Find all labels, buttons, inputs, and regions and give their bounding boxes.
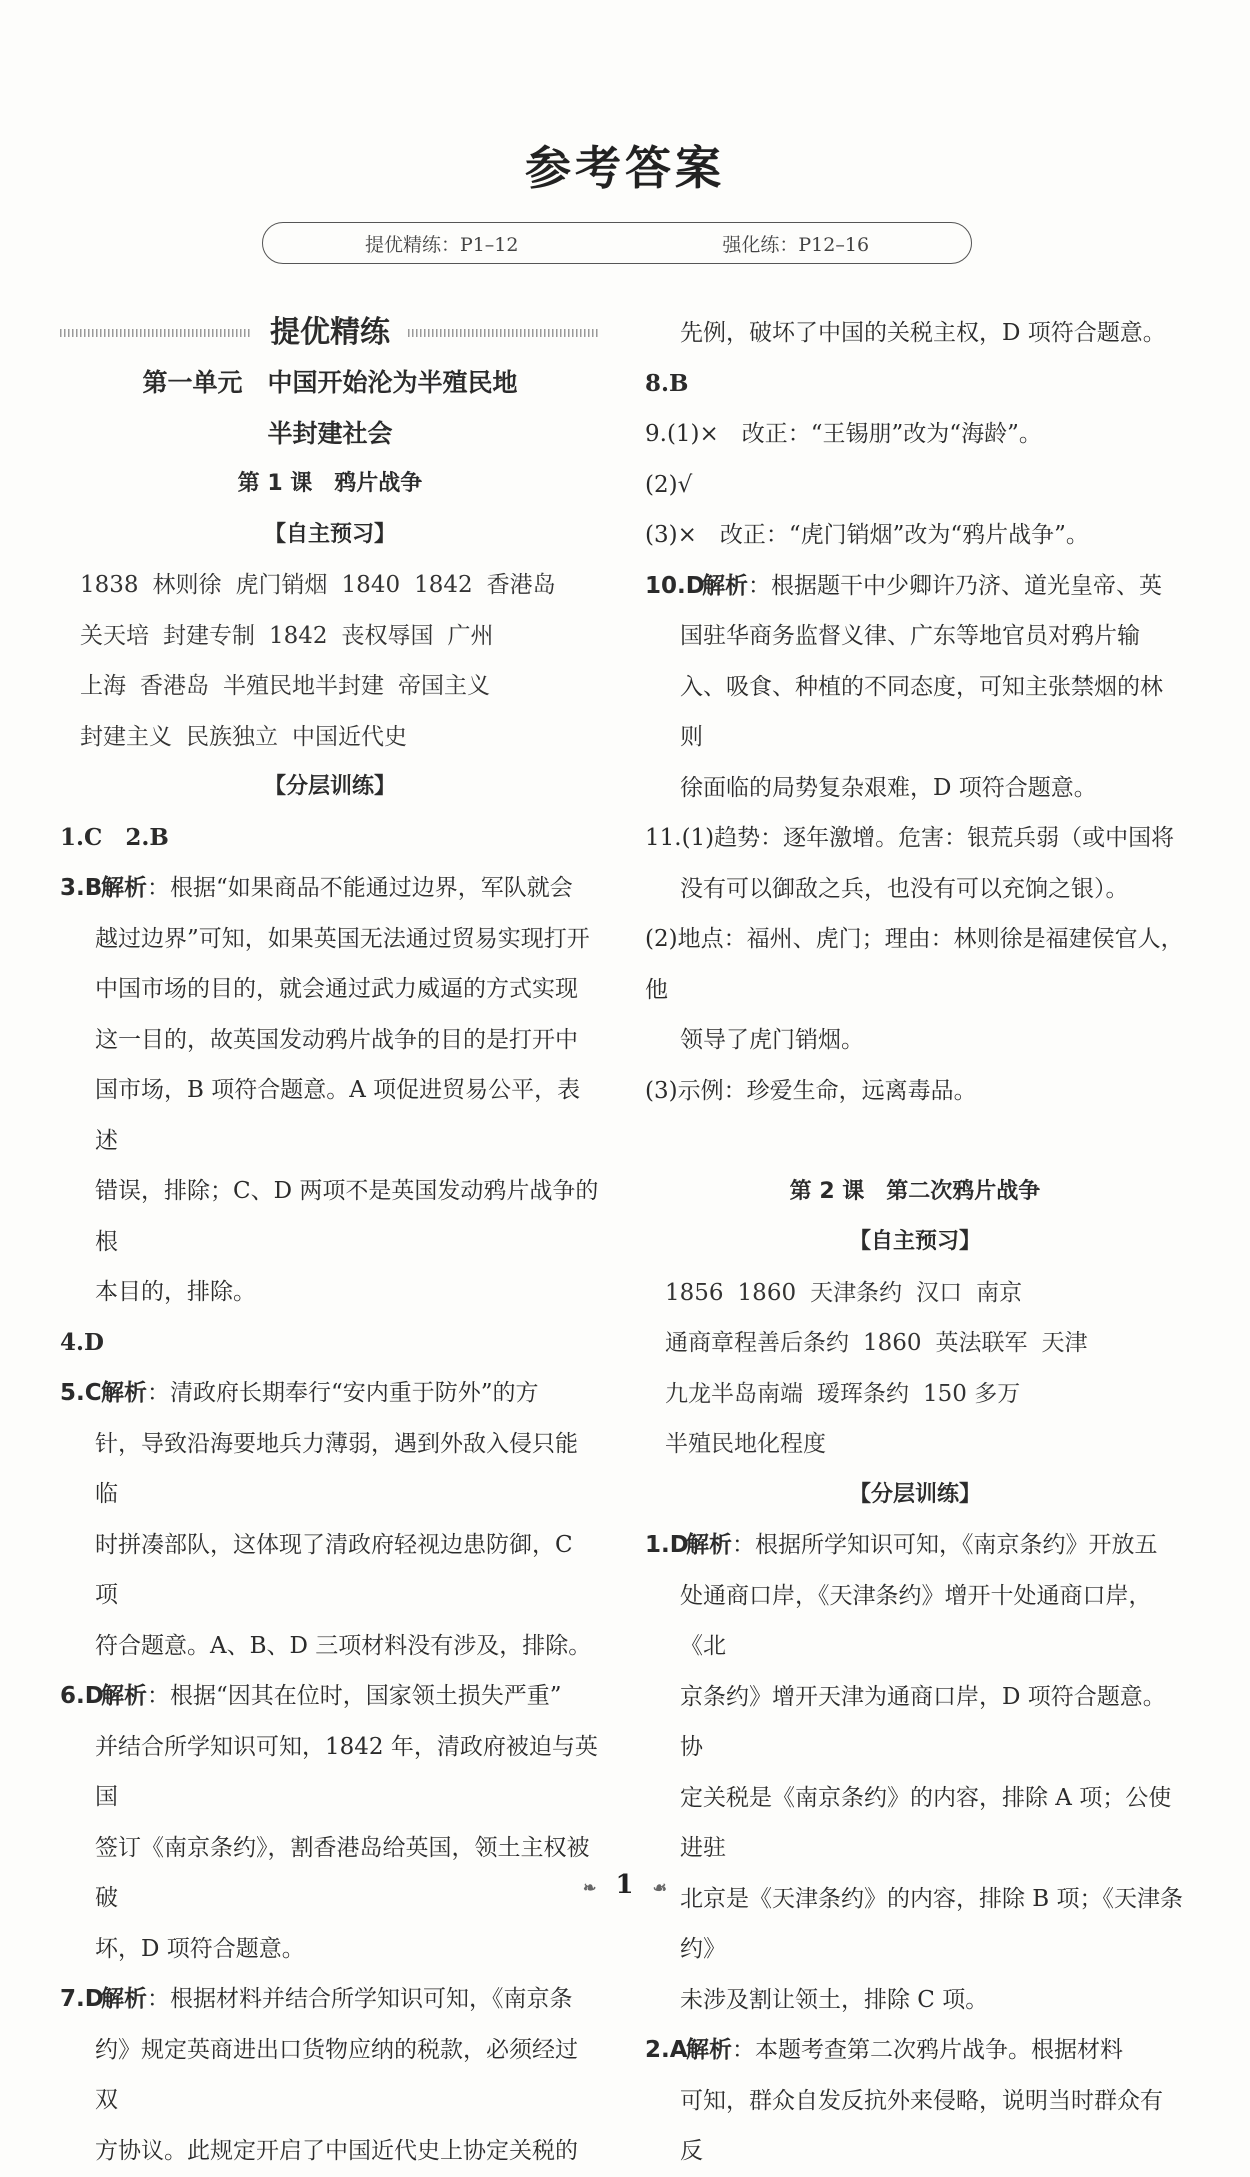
answer-line: 没有可以御敌之兵，也没有可以充饷之银）。	[680, 875, 1129, 902]
answer-item: 9.(1)× 改正：“王锡朋”改为“海龄”。	[645, 421, 1042, 447]
preview-heading: 【自主预习】	[848, 1229, 981, 1254]
answer-item: 6.D 解析：根据“因其在位时，国家领土损失严重”	[60, 1683, 562, 1709]
answer-item: 4.D	[60, 1328, 104, 1356]
unit-title-line2: 半封建社会	[267, 418, 393, 448]
answer-line: 时拼凑部队，这体现了清政府轻视边患防御，C 项	[95, 1531, 573, 1608]
answer-line: 国市场，B 项符合题意。A 项促进贸易公平，表述	[95, 1077, 581, 1154]
training-heading: 【分层训练】	[848, 1481, 981, 1507]
answer-line: 可知，群众自发反抗外来侵略，说明当时群众有反	[680, 2087, 1163, 2164]
preview-row: 半殖民地化程度	[665, 1431, 826, 1457]
dotted-rule	[60, 329, 252, 337]
answer-line: 本目的，排除。	[95, 1279, 256, 1305]
page-range-box	[262, 222, 972, 264]
preview-row: 通商章程善后条约 1860 英法联军 天津	[665, 1330, 1088, 1356]
lesson-title: 第 2 课 第二次鸦片战争	[789, 1178, 1041, 1204]
dotted-rule	[408, 329, 600, 337]
answer-line: 坏，D 项符合题意。	[95, 1935, 305, 1962]
answer-line: 越过边界”可知，如果英国无法通过贸易实现打开	[95, 925, 590, 952]
page-number: 1	[615, 1870, 634, 1900]
answer-line: 方协议。此规定开启了中国近代史上协定关税的	[95, 2137, 578, 2164]
answer-item: 3.B 解析：根据“如果商品不能通过边界，军队就会	[60, 875, 573, 901]
answer-item: 10.D 解析：根据题干中少卿许乃济、道光皇帝、英	[645, 572, 1162, 599]
answer-item: 7.D 解析：根据材料并结合所学知识可知，《南京条	[60, 1986, 573, 2012]
preview-row: 封建主义 民族独立 中国近代史	[80, 723, 407, 750]
answer-item: (2)地点：福州、虎门；理由：林则徐是福建侯官人，他	[645, 926, 1184, 1003]
answer-item: (3)示例：珍爱生命，远离毒品。	[645, 1077, 977, 1104]
section-title: 提优精练	[270, 314, 390, 350]
preview-row: 1838 林则徐 虎门销烟 1840 1842 香港岛	[80, 572, 556, 598]
preview-row: 上海 香港岛 半殖民地半封建 帝国主义	[80, 673, 490, 699]
preview-heading: 【自主预习】	[263, 521, 396, 547]
answer-line: 中国市场的目的，就会通过武力威逼的方式实现	[95, 976, 578, 1002]
page-title: 参考答案	[525, 141, 725, 195]
preview-row: 关天培 封建专制 1842 丧权辱国 广州	[80, 622, 494, 649]
answer-line: 北京是《天津条约》的内容，排除 B 项；《天津条约》	[680, 1885, 1184, 1962]
answer-line: 针，导致沿海要地兵力薄弱，遇到外敌入侵只能临	[95, 1430, 578, 1507]
answer-line: 国驻华商务监督义律、广东等地官员对鸦片输	[680, 623, 1140, 649]
section-header	[60, 308, 600, 358]
ornament-icon: ❧	[583, 1878, 597, 1897]
range-left: 提优精练：P1–12	[364, 233, 519, 256]
answer-item: 5.C 解析：清政府长期奉行“安内重于防外”的方	[60, 1380, 539, 1406]
answer-line: 入、吸食、种植的不同态度，可知主张禁烟的林则	[680, 673, 1163, 750]
preview-row: 九龙半岛南端 瑷珲条约 150 多万	[665, 1380, 1021, 1407]
answer-line: 徐面临的局势复杂艰难，D 项符合题意。	[680, 774, 1097, 801]
answer-line: 错误，排除；C、D 两项不是英国发动鸦片战争的根	[95, 1178, 599, 1255]
answer-item: 1.D 解析：根据所学知识可知，《南京条约》开放五	[645, 1532, 1158, 1558]
answer-line: 并结合所学知识可知，1842 年，清政府被迫与英国	[95, 1733, 598, 1810]
answer-line: 领导了虎门销烟。	[680, 1027, 864, 1053]
answer-item: (3)× 改正：“虎门销烟”改为“鸦片战争”。	[645, 522, 1089, 548]
answer-line: 符合题意。A、B、D 三项材料没有涉及，排除。	[95, 1632, 592, 1659]
preview-row: 1856 1860 天津条约 汉口 南京	[665, 1279, 1023, 1306]
answer-item: 8.B	[645, 369, 689, 397]
training-heading: 【分层训练】	[263, 774, 396, 799]
answer-line: 未涉及割让领土，排除 C 项。	[680, 1986, 989, 2013]
answer-line: 京条约》增开天津为通商口岸，D 项符合题意。协	[680, 1683, 1166, 1760]
answer-line: 约》规定英商进出口货物应纳的税款，必须经过双	[95, 2036, 578, 2113]
lesson-title: 第 1 课 鸦片战争	[237, 471, 423, 496]
range-right: 强化练：P12–16	[722, 233, 870, 256]
answer-line: 先例，破坏了中国的关税主权，D 项符合题意。	[680, 320, 1166, 346]
answer-item: (2)√	[645, 471, 693, 498]
answer-line: 定关税是《南京条约》的内容，排除 A 项；公使进驻	[680, 1784, 1172, 1861]
answer-line: 处通商口岸，《天津条约》增开十处通商口岸，《北	[680, 1582, 1152, 1659]
answer-line: 这一目的，故英国发动鸦片战争的目的是打开中	[95, 1026, 578, 1053]
answer-item: 1.C 2.B	[60, 823, 169, 851]
answer-line: 签订《南京条约》，割香港岛给英国，领土主权被破	[95, 1834, 590, 1911]
answer-item: 11.(1)趋势：逐年激增。危害：银荒兵弱（或中国将	[645, 825, 1175, 851]
spacer	[645, 1116, 1185, 1167]
ornament-icon: ☙	[652, 1878, 667, 1897]
page-footer	[0, 1870, 1250, 1900]
answer-item: 2.A 解析：本题考查第二次鸦片战争。根据材料	[645, 2037, 1123, 2063]
unit-title: 第一单元 中国开始沦为半殖民地	[142, 368, 518, 397]
